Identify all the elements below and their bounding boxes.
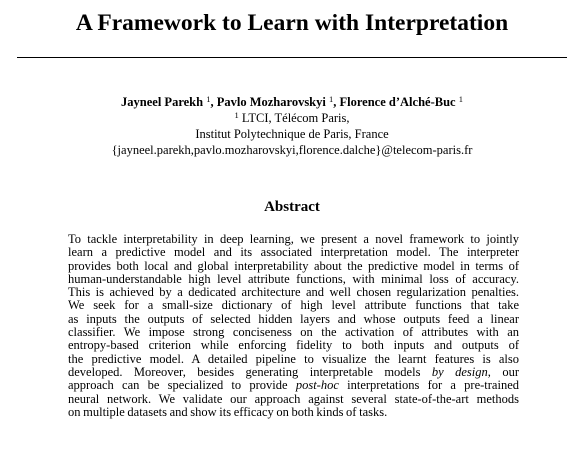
author-block: [0, 94, 584, 158]
abstract-text: developed. Moreover, besides generating interpretable models: [68, 364, 432, 379]
abstract-heading: Abstract: [264, 199, 320, 215]
abstract-text: , our: [487, 364, 519, 379]
author-emails: {jayneel.parekh,pavlo.mozharovskyi,florence.dalche}@telecom-paris.fr: [111, 143, 473, 157]
affiliation-mark: 1: [206, 94, 211, 104]
author-name: Jayneel Parekh: [121, 95, 204, 109]
abstract-text: interpretations for a pre-trained: [338, 378, 519, 393]
affiliation: LTCI, Télécom Paris,: [241, 111, 350, 125]
author-name: Florence d’Alché-Buc: [339, 95, 456, 109]
abstract-line: the predictive model. A detailed pipeline to visualize the learnt features is also: [68, 351, 519, 366]
abstract-emphasis: by design: [431, 364, 488, 379]
title-rule: [17, 57, 567, 58]
abstract-line: learn a predictive model and its associated interpretation model. The interpreter: [68, 245, 519, 260]
abstract-line: This is achieved by a dedicated architecture and well chosen regularization penalties.: [68, 285, 519, 300]
affiliation-line: [0, 110, 584, 126]
author-line: [0, 94, 584, 110]
abstract-line: [68, 366, 519, 379]
institution: Institut Polytechnique de Paris, France: [195, 127, 389, 141]
abstract-text: approach can be specialized to provide: [68, 378, 296, 393]
author-name: Pavlo Mozharovskyi: [216, 95, 326, 109]
abstract-line: as inputs the outputs of selected hidden layers and whose outputs feed a linear: [68, 311, 519, 326]
affiliation-mark: 1: [329, 94, 334, 104]
abstract-line: To tackle interpretability in deep learning, we present a novel framework to jointly: [68, 232, 519, 246]
abstract-line: provides both local and global interpretability about the predictive model in terms of: [68, 258, 519, 273]
author-separator: ,: [210, 95, 217, 109]
abstract-line: We seek for a small-size dictionary of high level attribute functions that take: [68, 298, 519, 313]
abstract-line: on multiple datasets and show its efficacy on both kinds of tasks.: [68, 404, 388, 419]
abstract-body: [68, 233, 519, 419]
abstract-line: [68, 379, 519, 392]
affiliation-mark: 1: [234, 110, 239, 120]
affiliation-mark: 1: [458, 94, 463, 104]
abstract-line: human-understandable high level attribute functions, with minimal loss of accuracy.: [68, 271, 519, 286]
author-separator: ,: [333, 95, 340, 109]
abstract-emphasis: post-hoc: [295, 378, 339, 393]
abstract-line: classifier. We impose strong conciseness on the activation of attributes with an: [68, 325, 519, 340]
paper-title: A Framework to Learn with Interpretation: [75, 10, 509, 36]
abstract-line: entropy-based criterion while enforcing fidelity to both inputs and outputs of: [68, 338, 519, 353]
abstract-line: neural network. We validate our approach against several state-of-the-art methods: [68, 391, 519, 406]
